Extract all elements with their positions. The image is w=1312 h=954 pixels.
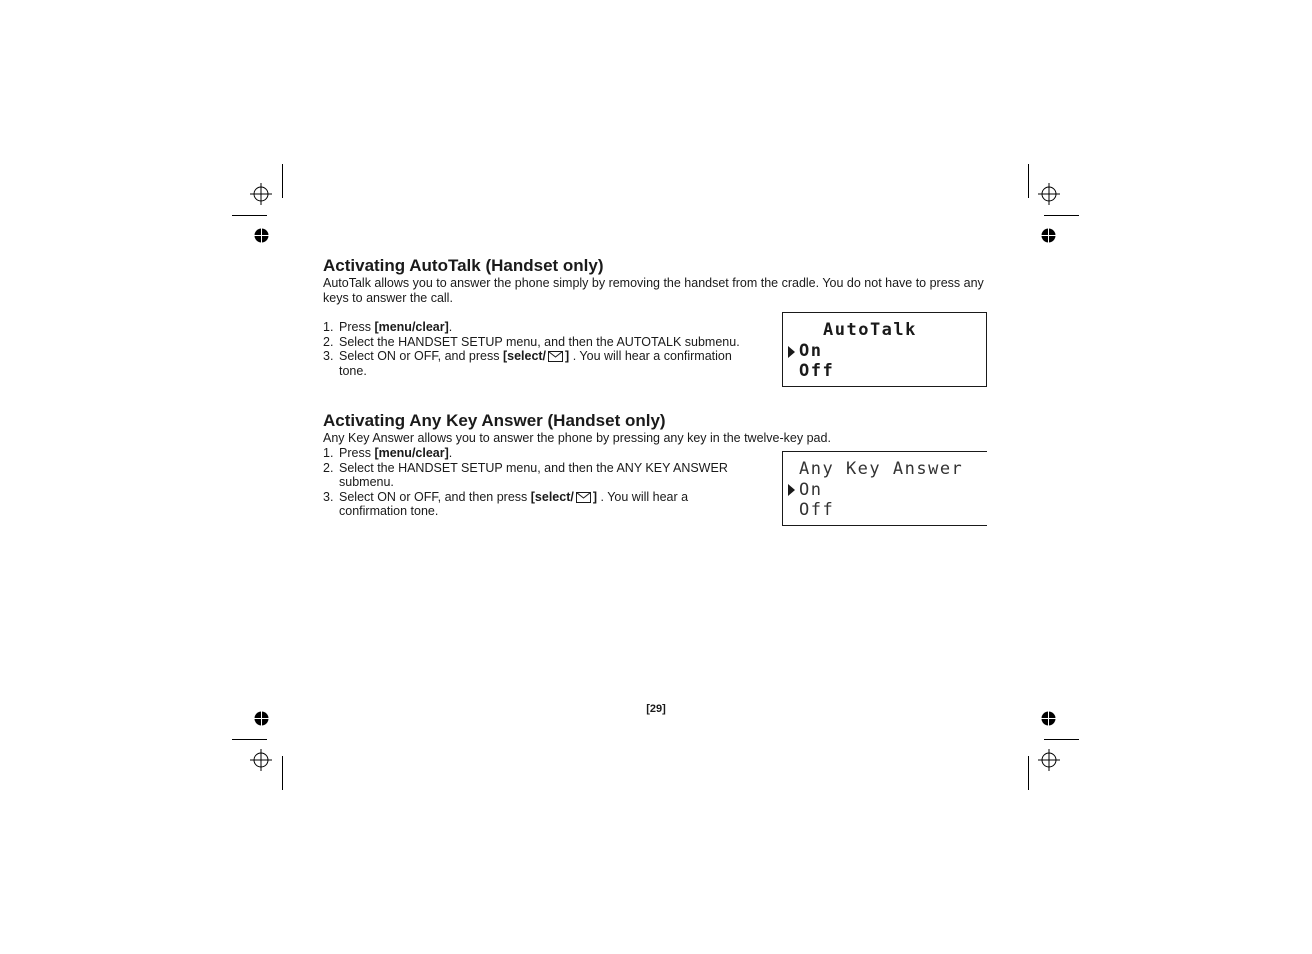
step-item [323,446,758,461]
crop-line [1044,215,1079,216]
step-text: Press [339,446,375,460]
step-text: . You will hear a confirmation tone. [339,349,732,378]
key-name: [menu/clear] [374,446,449,460]
step-text: . [448,320,453,334]
step-text: Press [339,320,375,334]
steps-list-autotalk [323,320,758,378]
step-text: Select the HANDSET SETUP menu, and then the AUTOTALK submenu. [339,334,740,349]
key-name: ] [592,489,598,504]
step-number: 3. [323,489,334,504]
step-text: Select ON or OFF, and then press [339,489,531,504]
crop-line [282,756,283,790]
section-title-any-key-answer: Activating Any Key Answer (Handset only) [323,411,666,430]
lcd-display-autotalk [782,312,987,387]
lcd-title: Any Key Answer [799,459,964,479]
triangle-cursor-icon [788,484,795,496]
envelope-icon [576,492,591,503]
step-item [323,490,739,519]
lcd-option-on: On [799,480,823,500]
crop-line [1028,164,1029,198]
section-title-autotalk: Activating AutoTalk (Handset only) [323,256,604,275]
registration-mark-icon [1038,749,1060,771]
lcd-title: AutoTalk [823,320,917,340]
step-number: 3. [323,349,334,364]
step-item [323,349,758,378]
page-number: [29] [646,703,666,715]
crop-line [232,215,267,216]
step-number: 1. [323,320,334,334]
crop-line [232,739,267,740]
envelope-icon [548,351,563,362]
lcd-option-off: Off [799,500,835,520]
lcd-display-any-key-answer [782,451,987,526]
step-item [323,320,758,335]
triangle-cursor-icon [788,346,795,358]
key-name: ] [565,349,570,364]
key-name: [select/ [502,349,547,364]
crop-line [282,164,283,198]
step-item [323,461,758,490]
step-text: Select ON or OFF, and press [339,349,503,364]
crop-line [1028,756,1029,790]
registration-mark-icon [1038,183,1060,205]
registration-dot-icon [254,228,269,243]
lcd-option-off: Off [799,361,835,381]
steps-list-any-key-answer [323,446,758,519]
step-number: 2. [323,460,334,475]
section-intro-any-key-answer: Any Key Answer allows you to answer the phone by pressing any key in the twelve-key pad. [323,431,831,445]
key-name: [menu/clear] [374,320,449,334]
registration-dot-icon [1041,228,1056,243]
registration-mark-icon [250,183,272,205]
step-item [323,335,758,350]
step-number: 2. [323,334,334,349]
crop-line [1044,739,1079,740]
registration-dot-icon [254,711,269,726]
section-intro-autotalk: AutoTalk allows you to answer the phone simply by removing the handset from the cradle. You do not have to press any keys to answer the call. [323,276,984,305]
step-number: 1. [323,446,334,460]
registration-mark-icon [250,749,272,771]
registration-dot-icon [1041,711,1056,726]
lcd-option-on: On [799,341,823,361]
key-name: [select/ [530,489,574,504]
step-text: . You will hear a confirmation tone. [339,489,689,519]
step-text: . [448,446,453,460]
step-text: Select the HANDSET SETUP menu, and then the ANY KEY ANSWER submenu. [339,460,728,490]
